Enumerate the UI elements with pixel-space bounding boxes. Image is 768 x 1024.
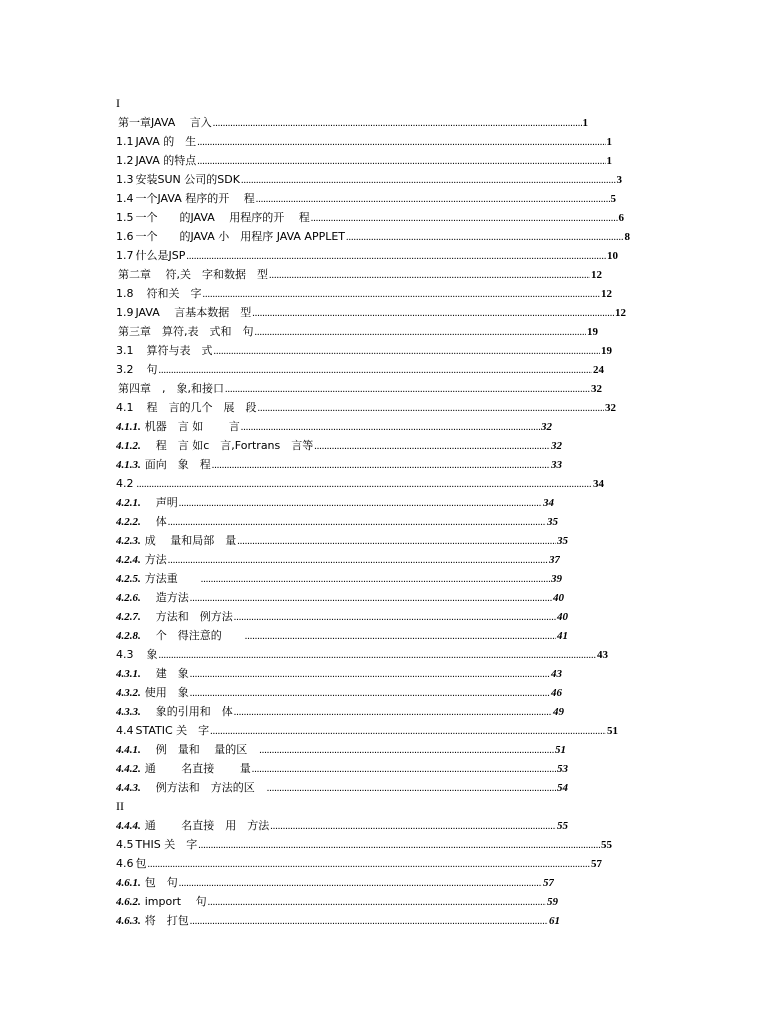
toc-entry-number: 1.6 [116,230,134,243]
toc-dot-leader [234,608,556,626]
toc-dot-leader [225,380,590,398]
toc-dot-leader [168,513,546,531]
toc-entry-page: 32 [551,440,562,452]
toc-dot-leader [179,494,542,512]
toc-dot-leader [208,893,546,911]
toc-entry[interactable] [116,151,612,170]
toc-entry[interactable] [116,683,562,702]
toc-entry-page: 61 [549,915,560,927]
toc-dot-leader [255,323,587,341]
toc-entry-title: 造方法 [144,591,189,604]
toc-entry-number: 4.2.2. [116,516,141,528]
toc-dot-leader [159,646,597,664]
toc-entry-number: 4.1.3. [116,459,141,471]
toc-entry-number: 4.6 [116,857,134,870]
toc-entry-page: 57 [591,858,602,870]
toc-entry-title: 一个 的JAVA 小 用程序 JAVA APPLET [135,230,346,243]
toc-entry[interactable] [116,588,564,607]
toc-entry[interactable] [116,246,618,265]
toc-dot-leader [137,475,593,493]
toc-entry[interactable] [116,360,604,379]
toc-entry-number: 4.2.4. [116,554,141,566]
toc-entry-title: 第四章 , 象,和接口 [118,382,224,395]
toc-entry-title: 程 言的几个 展 段 [135,401,257,414]
toc-entry-title: 声明 [144,496,178,509]
toc-entry[interactable] [116,664,562,683]
toc-entry-page: 54 [557,782,568,794]
toc-entry-number: 3.2 [116,363,134,376]
toc-entry[interactable] [116,436,562,455]
toc-entry[interactable] [116,702,564,721]
toc-entry-number: 4.2.6. [116,592,141,604]
toc-entry[interactable] [116,113,588,132]
toc-entry-title: 面向 象 程 [144,458,211,471]
toc-dot-leader [190,589,552,607]
toc-entry-number: 1.2 [116,154,134,167]
toc-entry-title: 通 名直接 量 [144,762,251,775]
toc-entry-number: 4.2.7. [116,611,141,623]
toc-entry[interactable] [116,170,622,189]
toc-entry-title: import 句 [144,895,207,908]
toc-entry-page: 51 [555,744,566,756]
toc-entry-page: 32 [605,402,616,414]
toc-entry[interactable] [116,550,560,569]
section-marker: II [116,799,124,813]
toc-dot-leader [212,456,550,474]
toc-entry-number: 4.3.3. [116,706,141,718]
toc-entry-title: 象的引用和 体 [144,705,233,718]
toc-entry-title: 句 [135,363,158,376]
toc-dot-leader [258,399,605,417]
toc-entry[interactable] [116,398,616,417]
toc-entry-number: 4.2.3. [116,535,141,547]
toc-entry-number: 4.2 [116,477,134,490]
toc-entry-title: STATIC 关 字 [135,724,210,737]
toc-entry-number: 4.6.1. [116,877,141,889]
toc-entry[interactable] [116,607,568,626]
toc-dot-leader [252,760,556,778]
toc-dot-leader [252,304,614,322]
toc-entry[interactable] [116,512,558,531]
toc-entry-page: 43 [551,668,562,680]
toc-entry[interactable] [116,873,554,892]
toc-entry[interactable] [116,816,568,835]
toc-dot-leader [259,741,554,759]
toc-entry-title: 将 打包 [144,914,189,927]
toc-entry-page: 55 [557,820,568,832]
toc-entry-page: 12 [591,269,602,281]
toc-entry-number: 4.4.1. [116,744,141,756]
toc-entry-page: 1 [582,117,588,129]
toc-entry-page: 37 [549,554,560,566]
toc-entry-title: 方法 [144,553,167,566]
toc-entry-number: 3.1 [116,344,134,357]
toc-entry[interactable] [116,854,602,873]
toc-entry-page: 34 [543,497,554,509]
toc-entry[interactable] [116,626,568,645]
toc-dot-leader [190,684,550,702]
toc-entry-page: 8 [624,231,630,243]
toc-entry-number: 1.1 [116,135,134,148]
toc-entry-title: 成 量和局部 量 [144,534,237,547]
toc-dot-leader [213,114,582,132]
toc-entry-number: 4.6.2. [116,896,141,908]
toc-entry-number: 4.3 [116,648,134,661]
toc-entry-title: 一个 的JAVA 用程序的开 程 [135,211,310,224]
toc-entry-page: 39 [551,573,562,585]
toc-entry-page: 59 [547,896,558,908]
toc-entry-number: 4.2.1. [116,497,141,509]
toc-entry-page: 41 [557,630,568,642]
toc-entry-title: 方法重 [144,572,200,585]
toc-entry-title: 第一章JAVA 言入 [118,116,212,129]
toc-entry-page: 33 [551,459,562,471]
toc-entry[interactable] [116,208,624,227]
toc-entry-title: 包 [135,857,147,870]
toc-entry-page: 12 [601,288,612,300]
toc-entry-title: 包 句 [144,876,178,889]
toc-entry[interactable] [116,132,612,151]
toc-dot-leader [234,703,552,721]
toc-dot-leader [241,171,616,189]
toc-entry-page: 40 [557,611,568,623]
toc-dot-leader [269,266,590,284]
toc-entry-page: 1 [606,155,612,167]
toc-entry-page: 46 [551,687,562,699]
toc-entry-page: 53 [557,763,568,775]
toc-entry-number: 4.2.8. [116,630,141,642]
toc-entry-page: 6 [618,212,624,224]
toc-entry-title: 第二章 符,关 字和数据 型 [118,268,268,281]
toc-dot-leader [314,437,550,455]
toc-entry-page: 5 [610,193,616,205]
toc-entry-page: 51 [607,725,618,737]
toc-entry-title: 通 名直接 用 方法 [144,819,270,832]
toc-dot-leader [237,532,556,550]
toc-dot-leader [190,912,548,930]
toc-entry-number: 4.4.3. [116,782,141,794]
toc-entry-number: 4.1.2. [116,440,141,452]
toc-dot-leader [148,855,591,873]
toc-entry-title: 体 [144,515,167,528]
toc-entry-number: 4.4.2. [116,763,141,775]
toc-entry[interactable] [116,227,630,246]
toc-entry-number: 4.5 [116,838,134,851]
toc-entry-title: 例 量和 量的区 [144,743,259,756]
toc-entry[interactable] [116,721,618,740]
toc-entry-page: 34 [593,478,604,490]
toc-entry-number: 4.4.4. [116,820,141,832]
toc-entry[interactable] [116,493,554,512]
toc-entry-title: 符和关 字 [135,287,202,300]
toc-entry-page: 12 [615,307,626,319]
toc-entry-title: 象 [135,648,158,661]
toc-entry-number: 1.3 [116,173,134,186]
toc-entry-page: 1 [606,136,612,148]
toc-entry-page: 55 [601,839,612,851]
toc-entry-page: 43 [597,649,608,661]
table-of-contents [116,94,636,930]
toc-entry-title: 机器 言 如 言 [144,420,240,433]
toc-entry[interactable] [116,455,562,474]
toc-entry-page: 35 [547,516,558,528]
toc-dot-leader [267,779,556,797]
toc-entry-title: 方法和 例方法 [144,610,233,623]
toc-entry[interactable] [116,569,562,588]
toc-entry-title: 第三章 算符,表 式和 句 [118,325,254,338]
toc-entry-page: 10 [607,250,618,262]
toc-entry[interactable] [116,303,626,322]
toc-dot-leader [186,247,606,265]
toc-entry[interactable] [116,892,558,911]
toc-entry-page: 32 [591,383,602,395]
toc-entry-page: 49 [553,706,564,718]
toc-entry[interactable] [116,265,602,284]
toc-dot-leader [197,152,605,170]
toc-entry-number: 4.3.2. [116,687,141,699]
toc-entry-number: 4.1.1. [116,421,141,433]
toc-entry-title: THIS 关 字 [135,838,198,851]
toc-entry[interactable] [116,835,612,854]
toc-entry[interactable] [116,645,608,664]
toc-dot-leader [190,665,550,683]
toc-dot-leader [256,190,610,208]
toc-entry-number: 4.1 [116,401,134,414]
toc-dot-leader [201,570,550,588]
toc-dot-leader [197,133,605,151]
toc-entry[interactable] [116,759,568,778]
toc-entry-title: 个 得注意的 [144,629,244,642]
toc-entry-number: 4.6.3. [116,915,141,927]
toc-entry[interactable] [116,911,560,930]
toc-entry[interactable] [116,284,612,303]
toc-entry-page: 35 [557,535,568,547]
toc-dot-leader [241,418,540,436]
toc-dot-leader [214,342,601,360]
toc-entry-page: 57 [543,877,554,889]
toc-entry-title: JAVA 言基本数据 型 [135,306,252,319]
toc-entry-number: 1.7 [116,249,134,262]
toc-entry-number: 1.8 [116,287,134,300]
toc-entry-page: 40 [553,592,564,604]
toc-entry-title: 什么是JSP [135,249,186,262]
toc-dot-leader [168,551,548,569]
toc-entry-title: 例方法和 方法的区 [144,781,266,794]
toc-entry-title: 建 象 [144,667,189,680]
toc-entry-number: 1.5 [116,211,134,224]
toc-entry-title: 一个JAVA 程序的开 程 [135,192,255,205]
toc-dot-leader [203,285,601,303]
toc-entry-title: JAVA 的特点 [135,154,197,167]
toc-dot-leader [346,228,623,246]
toc-dot-leader [159,361,593,379]
toc-entry-title: JAVA 的 生 [135,135,197,148]
toc-entry-page: 19 [601,345,612,357]
toc-entry-number: 4.3.1. [116,668,141,680]
toc-entry-number: 4.4 [116,724,134,737]
toc-entry-title: 使用 象 [144,686,189,699]
toc-entry[interactable] [116,740,566,759]
toc-entry[interactable] [116,778,568,797]
toc-entry-number: 4.2.5. [116,573,141,585]
toc-entry[interactable] [116,341,612,360]
toc-dot-leader [179,874,542,892]
toc-entry[interactable] [116,379,602,398]
toc-entry[interactable] [116,417,552,436]
toc-entry[interactable] [116,474,604,493]
toc-entry[interactable] [116,189,616,208]
toc-entry-title: 程 言 如c 言,Fortrans 言等 [144,439,314,452]
toc-dot-leader [210,722,606,740]
toc-entry-page: 3 [616,174,622,186]
toc-entry-number: 1.4 [116,192,134,205]
toc-dot-leader [311,209,618,227]
toc-entry-title: 安装SUN 公司的SDK [135,173,240,186]
toc-entry-page: 32 [541,421,552,433]
toc-dot-leader [245,627,556,645]
toc-entry[interactable] [116,531,568,550]
toc-entry-page: 19 [587,326,598,338]
toc-dot-leader [198,836,600,854]
toc-entry[interactable] [116,322,598,341]
toc-entry-title: 算符与表 式 [135,344,213,357]
toc-entry-page: 24 [593,364,604,376]
section-marker: I [116,96,120,110]
toc-entry-number: 1.9 [116,306,134,319]
toc-dot-leader [270,817,556,835]
